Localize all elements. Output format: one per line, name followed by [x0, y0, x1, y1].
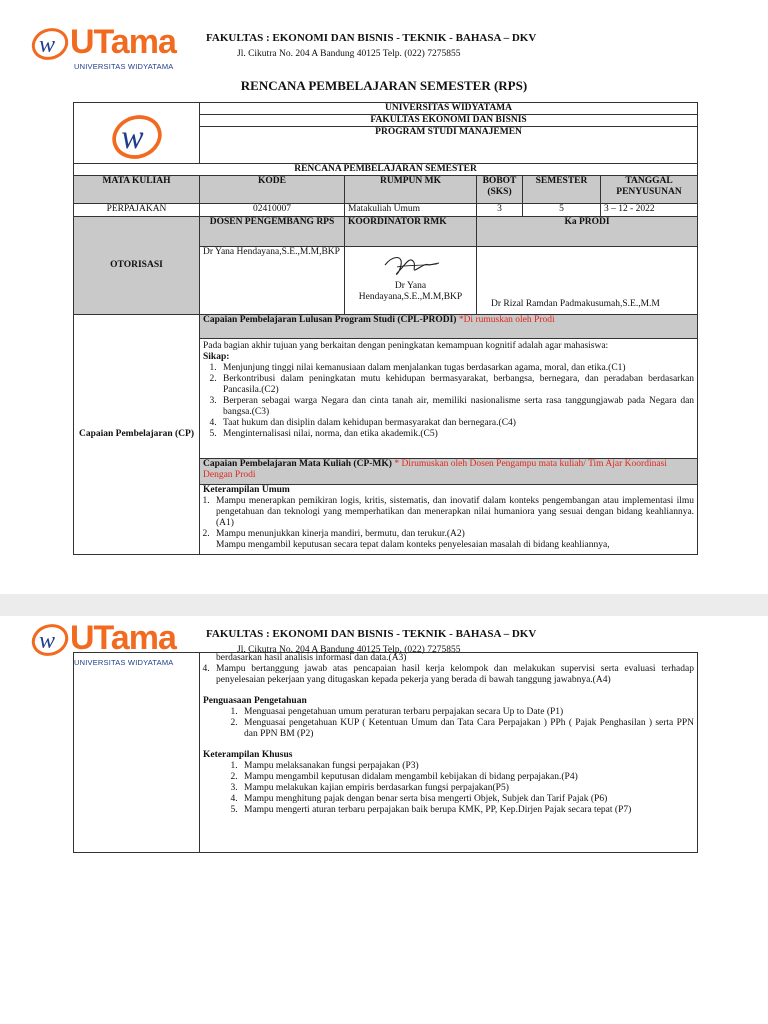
list-item: 4. Mampu menghitung pajak dengan benar serta bisa mengerti Objek, Subjek dan Tarif Pajak (P6) — [240, 794, 694, 805]
value-mata-kuliah: PERPAJAKAN — [74, 204, 200, 217]
address-line: Jl. Cikutra No. 204 A Bandung 40125 Telp. (022) 7275855 — [237, 49, 461, 59]
khusus-list — [200, 761, 694, 818]
svg-text:w: w — [39, 32, 56, 58]
dosen-name: Dr Yana Hendayana,S.E.,M.M,BKP — [200, 247, 345, 315]
dosen-header: DOSEN PENGEMBANG RPS — [200, 217, 345, 247]
sikap-list — [203, 363, 694, 440]
otorisasi-label: OTORISASI — [74, 217, 200, 315]
list-item: 3. Berperan sebagai warga Negara dan cinta tanah air, memiliki nasionalisme serta rasa tanggungjawab pada Negara dan bangsa.(C3) — [219, 396, 694, 418]
utama-logo — [30, 22, 190, 82]
logo-sub-text: UNIVERSITAS WIDYATAMA — [74, 658, 174, 667]
page-header-1 — [0, 22, 768, 82]
faculty-name: FAKULTAS EKONOMI DAN BISNIS — [200, 115, 698, 127]
list-item: 2. Berkontribusi dalam peningkatan mutu kehidupan bermasyarakat, berbangsa, bernegara, dan peradaban berdasarkan Pancasila.(C2) — [219, 374, 694, 396]
faculty-line: FAKULTAS : EKONOMI DAN BISNIS - TEKNIK - BAHASA – DKV — [206, 628, 537, 640]
list-item: 5. Menginternalisasi nilai, norma, dan etika akademik.(C5) — [219, 429, 694, 440]
koordinator-name: Dr Yana Hendayana,S.E.,M.M,BKP — [358, 281, 463, 302]
list-item: 2. Mampu mengambil keputusan didalam mengambil kebijakan di bidang perpajakan.(P4) — [240, 772, 694, 783]
cpmk-title: Capaian Pembelajaran Mata Kuliah (CP-MK) — [203, 459, 392, 469]
ket-umum-label: Keterampilan Umum — [203, 485, 290, 495]
value-bobot: 3 — [477, 204, 523, 217]
list-item: 5. Mampu mengerti aturan terbaru perpajakan baik berupa KMK, PP, Kep.Dirjen Pajak secara tepat (P7) — [240, 805, 694, 816]
logo-brand-text: UTama — [70, 23, 176, 61]
cpl-title-cell — [200, 315, 698, 339]
list-item: 4. Mampu bertanggung jawab atas pencapaian hasil kerja kelompok dan melakukan supervisi serta evaluasi terhadap penyelesaian pekerjaan yang ditugaskan kepada pekerja yang berada di bawah tanggung jawabnya.(A4) — [212, 664, 694, 686]
list-item: 2. Menguasai pengetahuan KUP ( Ketentuan Umum dan Tata Cara Perpajakan ) PPh ( Pajak Penghasilan ) serta PPN dan PPN BM (P2) — [240, 718, 694, 740]
list-item: 1. Menjunjung tinggi nilai kemanusiaan dalam menjalankan tugas berdasarkan agama, moral, dan etika.(C1) — [219, 363, 694, 374]
header-tanggal: TANGGAL PENYUSUNAN — [601, 176, 698, 204]
ket-umum-list — [200, 496, 694, 551]
list-item: 1. Menguasai pengetahuan umum peraturan terbaru perpajakan secara Up to Date (P1) — [240, 707, 694, 718]
penguasaan-label: Penguasaan Pengetahuan — [203, 696, 307, 706]
logo-cell — [74, 103, 200, 164]
list-item: 3. Mampu melakukan kajian empiris berdasarkan fungsi perpajakan(P5) — [240, 783, 694, 794]
widyatama-w-icon — [30, 622, 70, 658]
cpmk-continued-content — [200, 653, 698, 853]
list-item: 2. Mampu menunjukkan kinerja mandiri, bermutu, dan terukur.(A2) — [212, 529, 694, 540]
ket-umum-content — [200, 485, 698, 555]
value-rumpun: Matakuliah Umum — [345, 204, 477, 217]
cpl-intro: Pada bagian akhir tujuan yang berkaitan dengan peningkatan kemampuan kognitif adalah agar mahasiswa: — [203, 341, 609, 351]
list-item: 4. Taat hukum dan disiplin dalam kehidupan bermasyarakat dan bernegara.(C4) — [219, 418, 694, 429]
rps-heading: RENCANA PEMBELAJARAN SEMESTER — [74, 164, 698, 176]
cpmk-note: * Dirumuskan oleh Dosen Pengampu mata kuliah/ Tim Ajar Koordinasi Dengan Prodi — [203, 459, 667, 480]
cpl-content — [200, 339, 698, 459]
value-kode: 02410007 — [200, 204, 345, 217]
sikap-label: Sikap: — [203, 352, 230, 362]
cpmk-title-cell — [200, 459, 698, 485]
cp-label: Capaian Pembelajaran (CP) — [74, 315, 200, 555]
university-name: UNIVERSITAS WIDYATAMA — [200, 103, 698, 115]
document-title: RENCANA PEMBELAJARAN SEMESTER (RPS) — [240, 78, 528, 93]
cpl-note: *Di rumuskan oleh Prodi — [458, 315, 555, 325]
faculty-line: FAKULTAS : EKONOMI DAN BISNIS - TEKNIK - BAHASA – DKV — [206, 32, 537, 44]
svg-text:w: w — [120, 119, 144, 157]
cpl-title: Capaian Pembelajaran Lulusan Program Studi (CPL-PRODI) — [203, 315, 457, 325]
penguasaan-list — [200, 707, 694, 740]
svg-text:w: w — [39, 628, 56, 654]
ket-umum-list-continued — [200, 664, 694, 686]
koordinator-cell — [345, 247, 477, 315]
khusus-label: Keterampilan Khusus — [203, 750, 293, 760]
header-mata-kuliah: MATA KULIAH — [74, 176, 200, 204]
list-item: 3. Mampu mengambil keputusan secara tepat dalam konteks penyelesaian masalah di bidang keahliannya, — [212, 540, 694, 551]
cp-label-continued — [74, 653, 200, 853]
kaprodi-name: Dr Rizal Ramdan Padmakusumah,S.E.,M.M — [491, 299, 660, 309]
rps-table-continued — [73, 652, 698, 853]
logo-brand-text: UTama — [70, 619, 176, 657]
koordinator-header: KOORDINATOR RMK — [345, 217, 477, 247]
kaprodi-header: Ka PRODI — [477, 217, 698, 247]
signature-image — [379, 251, 443, 279]
address-line: Jl. Cikutra No. 204 A Bandung 40125 Telp. (022) 7275855 — [237, 645, 461, 655]
list-item: 1. Mampu melaksanakan fungsi perpajakan (P3) — [240, 761, 694, 772]
header-bobot: BOBOT (SKS) — [477, 176, 523, 204]
widyatama-w-icon — [30, 26, 70, 62]
kaprodi-cell — [477, 247, 698, 315]
list-item: 1. Mampu menerapkan pemikiran logis, kritis, sistematis, dan inovatif dalam konteks pengembangan atau implementasi ilmu pengetahuan dan teknologi yang memperhatikan dan menerapkan nilai humaniora yang sesuai dengan bidang keahliannya.(A1) — [212, 496, 694, 529]
header-semester: SEMESTER — [523, 176, 601, 204]
header-rumpun: RUMPUN MK — [345, 176, 477, 204]
rps-table — [73, 102, 698, 555]
logo-sub-text: UNIVERSITAS WIDYATAMA — [74, 62, 174, 71]
widyatama-w-icon — [108, 111, 166, 163]
value-tanggal: 3 – 12 - 2022 — [601, 204, 698, 217]
header-kode: KODE — [200, 176, 345, 204]
program-name: PROGRAM STUDI MANAJEMEN — [200, 127, 698, 164]
page-break — [0, 594, 768, 616]
value-semester: 5 — [523, 204, 601, 217]
ket-umum-continuation: berdasarkan hasil analisis informasi dan data.(A3) — [216, 653, 407, 663]
